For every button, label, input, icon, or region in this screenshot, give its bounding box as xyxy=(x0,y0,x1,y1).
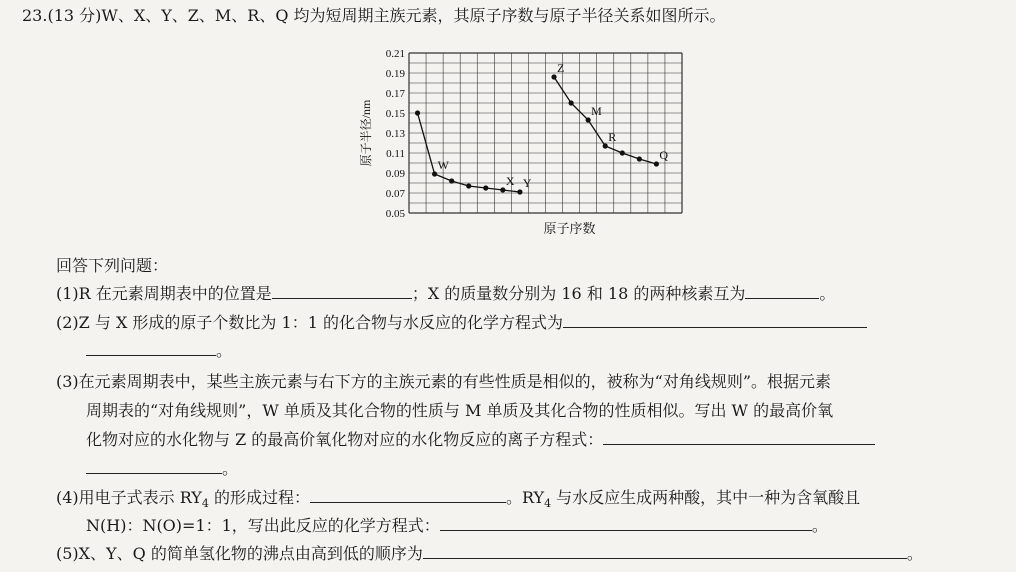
q2-blank-2[interactable] xyxy=(86,341,216,356)
intro-text: 回答下列问题： xyxy=(56,256,169,275)
q3-blank-1[interactable] xyxy=(603,430,875,445)
y-tick-label: 0.07 xyxy=(385,188,405,200)
data-point xyxy=(432,171,437,176)
y-tick-label: 0.21 xyxy=(385,48,405,60)
q2-line xyxy=(56,313,867,333)
data-point xyxy=(654,161,659,166)
q3-line-4 xyxy=(86,459,238,479)
q3-line-3 xyxy=(86,430,875,450)
y-tick-label: 0.05 xyxy=(385,208,405,220)
y-tick-label: 0.11 xyxy=(386,148,405,160)
q4-text-l2: N(H)：N(O)=1：1，写出此反应的化学方程式： xyxy=(86,516,440,535)
q4-blank-1[interactable] xyxy=(310,488,506,503)
q4-sub-2: 4 xyxy=(544,497,552,511)
point-label-W: W xyxy=(437,158,449,172)
q5-end: 。 xyxy=(906,544,923,563)
q5-blank[interactable] xyxy=(423,544,907,559)
data-point xyxy=(449,178,454,183)
q1-blank-2[interactable] xyxy=(745,284,819,299)
data-point xyxy=(586,117,591,122)
question-header: 23.(13 分)W、X、Y、Z、M、R、Q 均为短周期主族元素，其原子序数与原子半径关系如图所示。 xyxy=(22,6,726,25)
q4-end: 。 xyxy=(811,516,828,535)
point-label-Q: Q xyxy=(659,148,669,162)
q4-line-1 xyxy=(56,488,860,514)
q4-text-d: 与水反应生成两种酸，其中一种为含氧酸且 xyxy=(551,488,861,507)
q1-text-b: ；X 的质量数分别为 16 和 18 的两种核素互为 xyxy=(411,284,746,303)
series-line-2 xyxy=(554,77,656,164)
y-tick-label: 0.15 xyxy=(385,108,405,120)
point-label-X: X xyxy=(505,174,515,188)
data-point xyxy=(466,183,471,188)
radius-chart xyxy=(340,40,700,240)
q2-end: 。 xyxy=(216,341,233,360)
q4-text-b: 的形成过程： xyxy=(208,488,310,507)
x-axis-label: 原子序数 xyxy=(543,221,596,236)
q3-text-3: 化物对应的水化物与 Z 的最高价氧化物对应的水化物反应的离子方程式： xyxy=(86,430,604,449)
data-point xyxy=(415,110,420,115)
q1-text-a: (1)R 在元素周期表中的位置是 xyxy=(56,284,272,303)
q4-line-2 xyxy=(86,516,828,536)
q3-end: 。 xyxy=(222,459,239,478)
q5-line xyxy=(56,544,923,564)
y-tick-label: 0.17 xyxy=(385,88,405,100)
data-point xyxy=(637,156,642,161)
y-tick-label: 0.13 xyxy=(385,128,405,140)
q2-blank-1[interactable] xyxy=(563,313,867,328)
data-point xyxy=(603,143,608,148)
data-point xyxy=(500,187,505,192)
q4-text-c: 。RY xyxy=(505,488,545,507)
point-label-Y: Y xyxy=(522,176,532,190)
q2-text-a: (2)Z 与 X 形成的原子个数比为 1：1 的化合物与水反应的化学方程式为 xyxy=(56,313,563,332)
series-line-1 xyxy=(418,113,520,192)
point-label-M: M xyxy=(591,104,602,118)
y-tick-label: 0.09 xyxy=(385,168,405,180)
q4-blank-2[interactable] xyxy=(440,516,812,531)
q2-line-2 xyxy=(86,341,232,361)
q4-sub-1: 4 xyxy=(201,497,209,511)
data-point xyxy=(620,150,625,155)
q4-text-a: (4)用电子式表示 RY xyxy=(56,488,202,507)
q3-line-2: 周期表的“对角线规则”，W 单质及其化合物的性质与 M 单质及其化合物的性质相似。写出 W 的最高价氧 xyxy=(86,401,834,420)
q1-text-c: 。 xyxy=(819,284,836,303)
q3-blank-2[interactable] xyxy=(86,459,222,474)
data-point xyxy=(517,189,522,194)
q5-text-a: (5)X、Y、Q 的简单氢化物的沸点由高到低的顺序为 xyxy=(56,544,423,563)
q3-line-1: (3)在元素周期表中，某些主族元素与右下方的主族元素的有些性质是相似的，被称为“对角线规则”。根据元素 xyxy=(56,372,832,391)
data-point xyxy=(483,185,488,190)
y-axis-label: 原子半径/nm xyxy=(359,99,373,167)
data-point xyxy=(551,74,556,79)
q1-blank-1[interactable] xyxy=(272,284,412,299)
data-point xyxy=(568,100,573,105)
y-tick-label: 0.19 xyxy=(385,68,405,80)
q1-line xyxy=(56,284,835,304)
point-label-R: R xyxy=(608,130,617,144)
point-label-Z: Z xyxy=(557,61,565,75)
